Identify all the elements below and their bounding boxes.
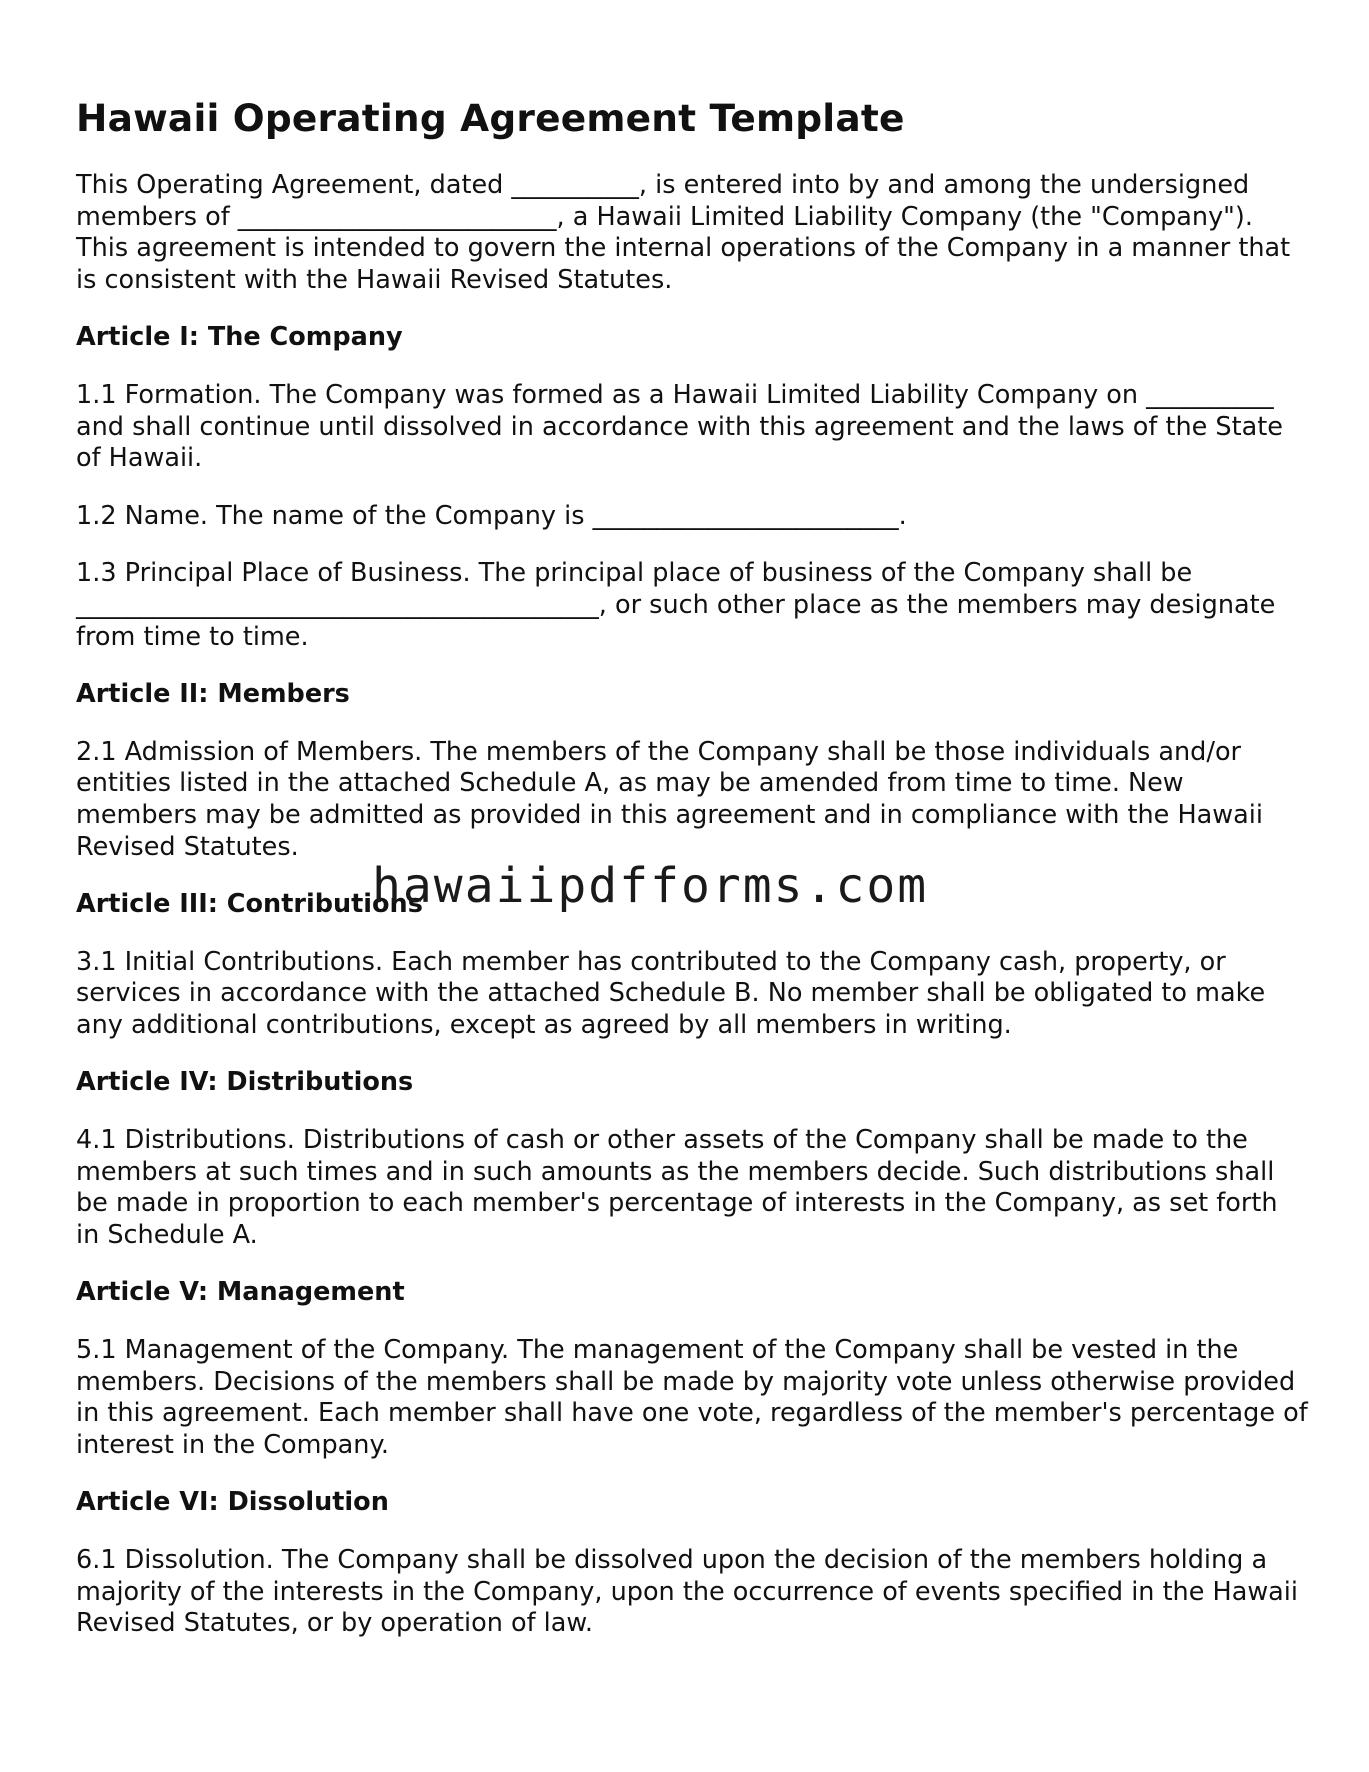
article-heading: Article IV: Distributions — [76, 1067, 414, 1098]
article-heading: Article I: The Company — [76, 322, 403, 353]
article-1 — [76, 322, 1308, 653]
section-1-3: 1.3 Principal Place of Business. The principal place of business of the Company shall be _________________________________________, or such other place as the members may designate from time to time. — [76, 558, 1276, 652]
article-heading: Article VI: Dissolution — [76, 1487, 389, 1518]
article-heading: Article V: Management — [76, 1277, 405, 1308]
section-6-1: 6.1 Dissolution. The Company shall be dissolved upon the decision of the members holding a majority of the interests in the Company, upon the occurrence of events specified in the Hawaii Revised Statutes, or by operation of law. — [76, 1545, 1298, 1639]
article-6 — [76, 1487, 1308, 1639]
site-watermark: hawaiipdfforms.com — [372, 858, 929, 914]
document-title: Hawaii Operating Agreement Template — [76, 96, 905, 140]
article-heading: Article II: Members — [76, 679, 350, 710]
article-2 — [76, 679, 1308, 863]
section-5-1: 5.1 Management of the Company. The management of the Company shall be vested in the members. Decisions of the members shall be made by majority vote unless otherwise provided in this agreement. Each member shall have one vote, regardless of the member's percentage of interest in the Company. — [76, 1335, 1308, 1460]
article-heading: Article III: Contributions — [76, 889, 423, 920]
section-2-1: 2.1 Admission of Members. The members of the Company shall be those individuals and/or entities listed in the attached Schedule A, as may be amended from time to time. New members may be admitted as provided in this agreement and in compliance with the Hawaii Revised Statutes. — [76, 736, 1263, 862]
section-3-1: 3.1 Initial Contributions. Each member has contributed to the Company cash, property, or services in accordance with the attached Schedule B. No member shall be obligated to make any additional contributions, except as agreed by all members in writing. — [76, 946, 1266, 1040]
section-1-1: 1.1 Formation. The Company was formed as a Hawaii Limited Liability Company on __________ and shall continue until dissolved in accordance with this agreement and the laws of the State of Hawaii. — [76, 379, 1283, 474]
article-4 — [76, 1067, 1308, 1251]
article-5 — [76, 1277, 1308, 1461]
section-4-1: 4.1 Distributions. Distributions of cash or other assets of the Company shall be made to the members at such times and in such amounts as the members decide. Such distributions shall be made in proportion to each member's percentage of interests in the Company, as set forth in Schedule A. — [76, 1125, 1278, 1250]
intro-paragraph: This Operating Agreement, dated __________, is entered into by and among the undersigned members of _________________________, a Hawaii Limited Liability Company (the "Company"). This agreement is intended to govern the internal operations of the Company in a manner that is consistent with the Hawaii Revised Statutes. — [76, 170, 1291, 295]
section-1-2: 1.2 Name. The name of the Company is ________________________. — [76, 500, 907, 531]
